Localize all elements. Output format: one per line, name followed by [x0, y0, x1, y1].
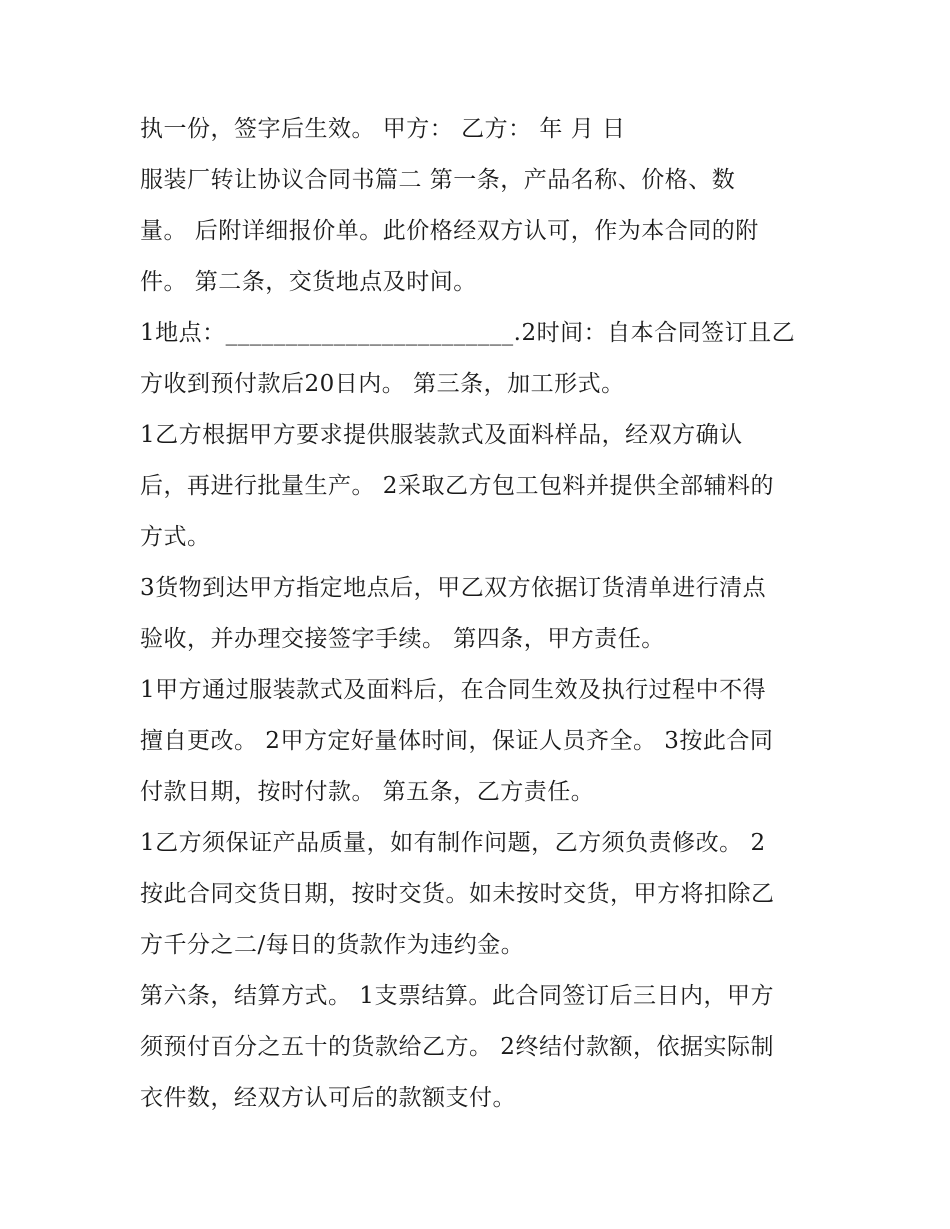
- text-line: 按此合同交货日期，按时交货。如未按时交货，甲方将扣除乙: [140, 881, 775, 907]
- text-line: 件。 第二条，交货地点及时间。: [140, 269, 477, 295]
- text-line: 服装厂转让协议合同书篇二 第一条，产品名称、价格、数: [140, 167, 736, 193]
- text-line: 3货物到达甲方指定地点后，甲乙双方依据订货清单进行清点: [140, 575, 767, 601]
- text-line: 后，再进行批量生产。 2采取乙方包工包料并提供全部辅料的: [140, 473, 774, 499]
- text-line: 第六条，结算方式。 1支票结算。此合同签订后三日内，甲方: [140, 983, 774, 1009]
- text-line: 1乙方须保证产品质量，如有制作问题，乙方须负责修改。 2: [140, 830, 766, 856]
- text-line: 1甲方通过服装款式及面料后，在合同生效及执行过程中不得: [140, 677, 767, 703]
- text-line: 执一份，签字后生效。 甲方： 乙方： 年 月 日: [140, 116, 626, 142]
- text-line: 方式。: [140, 524, 211, 550]
- text-line: 须预付百分之五十的货款给乙方。 2终结付款额，依据实际制: [140, 1034, 774, 1060]
- text-line: 验收，并办理交接签字手续。 第四条，甲方责任。: [140, 626, 665, 652]
- text-line: 擅自更改。 2甲方定好量体时间，保证人员齐全。 3按此合同: [140, 728, 774, 754]
- text-line: 1乙方根据甲方要求提供服装款式及面料样品，经双方确认: [140, 422, 743, 448]
- document-body: [140, 104, 830, 1124]
- text-line: 方千分之二/每日的货款作为违约金。: [140, 932, 525, 958]
- text-line: 量。 后附详细报价单。此价格经双方认可，作为本合同的附: [140, 218, 759, 244]
- text-line: 1地点：________________________.2时间：自本合同签订且乙: [140, 320, 796, 346]
- text-line: 衣件数，经双方认可后的款额支付。: [140, 1085, 516, 1111]
- text-line: 方收到预付款后20日内。 第三条，加工形式。: [140, 371, 625, 397]
- text-line: 付款日期，按时付款。 第五条，乙方责任。: [140, 779, 595, 805]
